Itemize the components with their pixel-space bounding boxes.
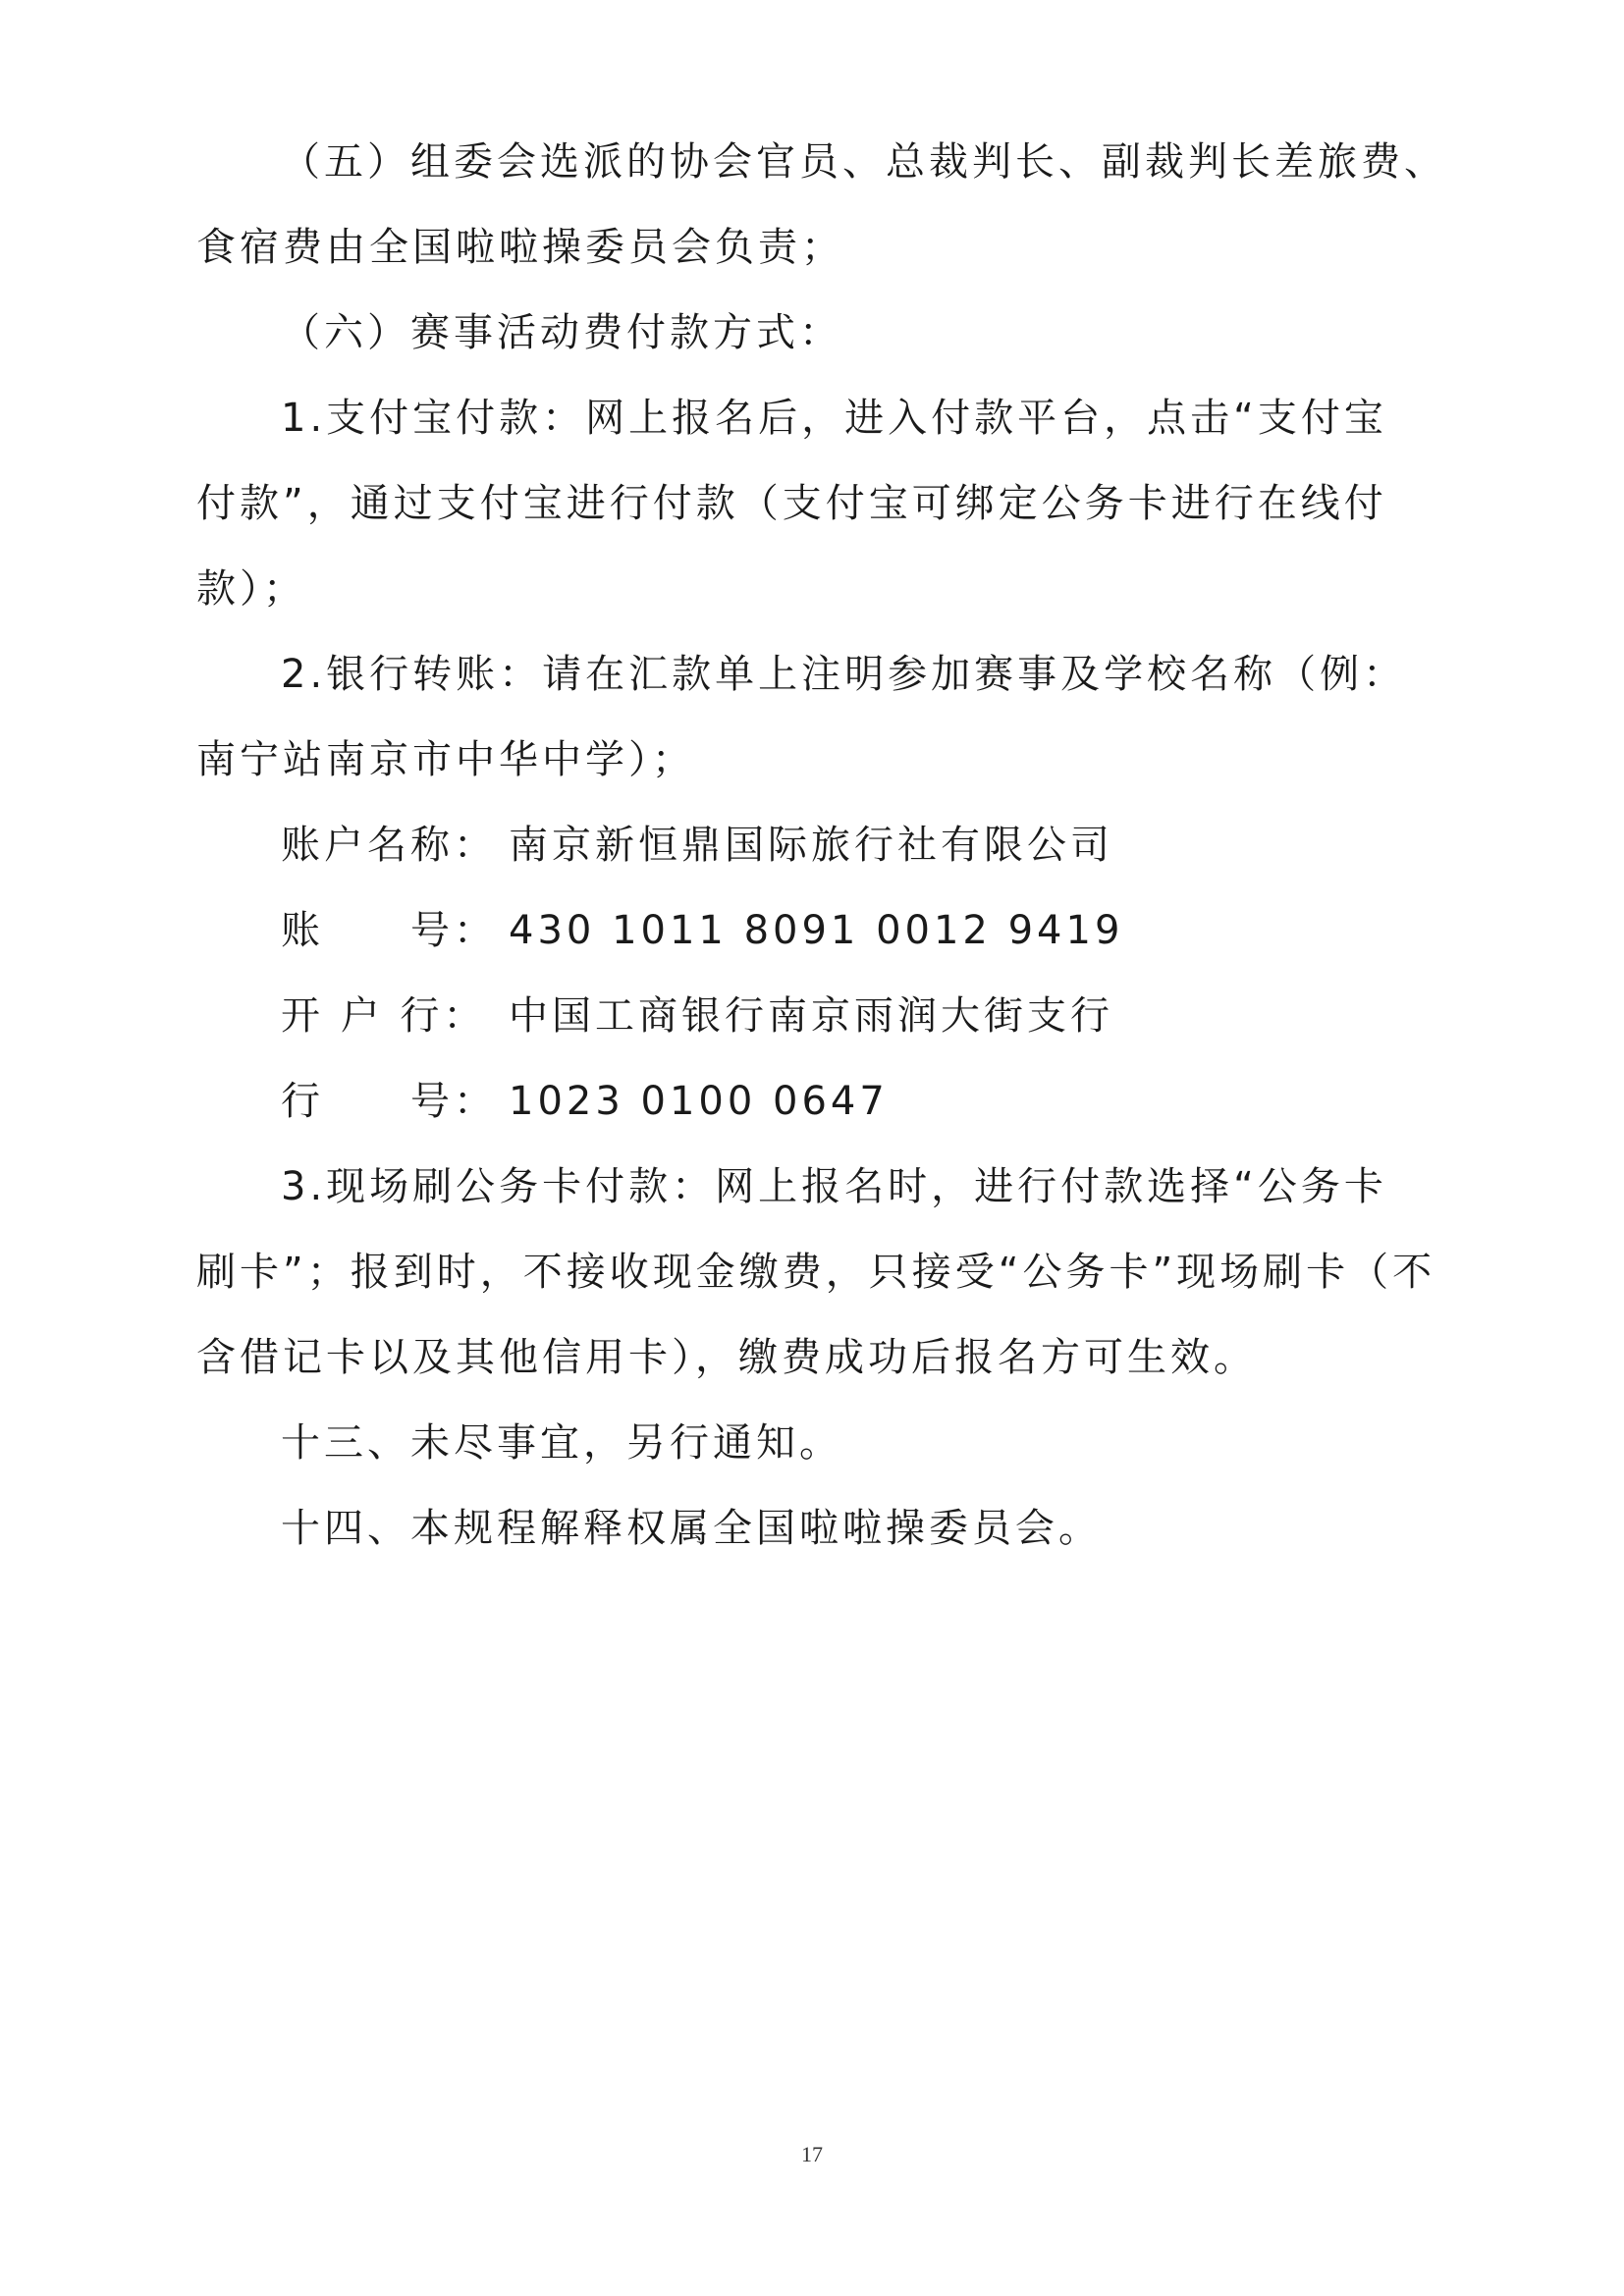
section-heading: （六）赛事活动费付款方式：: [281, 310, 842, 355]
account-label: 行 号：: [281, 1079, 497, 1124]
account-label: 开 户 行：: [281, 993, 487, 1039]
paragraph-line: 款）；: [196, 566, 306, 612]
paragraph-line: 1.支付宝付款：网上报名后，进入付款平台，点击“支付宝: [281, 396, 1387, 441]
document-body: [196, 120, 1447, 1572]
paragraph-line: 食宿费由全国啦啦操委员会负责；: [196, 225, 844, 270]
account-name-row: [196, 803, 1443, 888]
paragraph-line: 含借记卡以及其他信用卡），缴费成功后报名方可生效。: [196, 1335, 1257, 1380]
paragraph-line: （五）组委会选派的协会官员、总裁判长、副裁判长差旅费、: [281, 139, 1447, 185]
section-heading: 十四、本规程解释权属全国啦啦操委员会。: [281, 1506, 1102, 1551]
account-value: 430 1011 8091 0012 9419: [509, 908, 1124, 953]
paragraph-line: 付款”，通过支付宝进行付款（支付宝可绑定公务卡进行在线付: [196, 481, 1387, 526]
section-heading: 十三、未尽事宜，另行通知。: [281, 1420, 842, 1466]
paragraph-line: 刷卡”；报到时，不接收现金缴费，只接受“公务卡”现场刷卡（不: [196, 1250, 1436, 1295]
account-label: 账户名称：: [281, 823, 497, 868]
account-value: 1023 0100 0647: [509, 1079, 889, 1124]
account-value: 中国工商银行南京雨润大街支行: [509, 993, 1113, 1039]
paragraph-line: 2.银行转账：请在汇款单上注明参加赛事及学校名称（例：: [281, 652, 1407, 697]
paragraph-line: 南宁站南京市中华中学）；: [196, 737, 695, 782]
account-label: 账 号：: [281, 908, 497, 953]
page-number: 17: [801, 2142, 823, 2166]
bank-branch-row: [196, 974, 1443, 1059]
account-value: 南京新恒鼎国际旅行社有限公司: [509, 823, 1113, 868]
paragraph-line: 3.现场刷公务卡付款：网上报名时，进行付款选择“公务卡: [281, 1164, 1387, 1209]
bank-code-row: [196, 1059, 1443, 1145]
account-number-row: [196, 888, 1443, 974]
